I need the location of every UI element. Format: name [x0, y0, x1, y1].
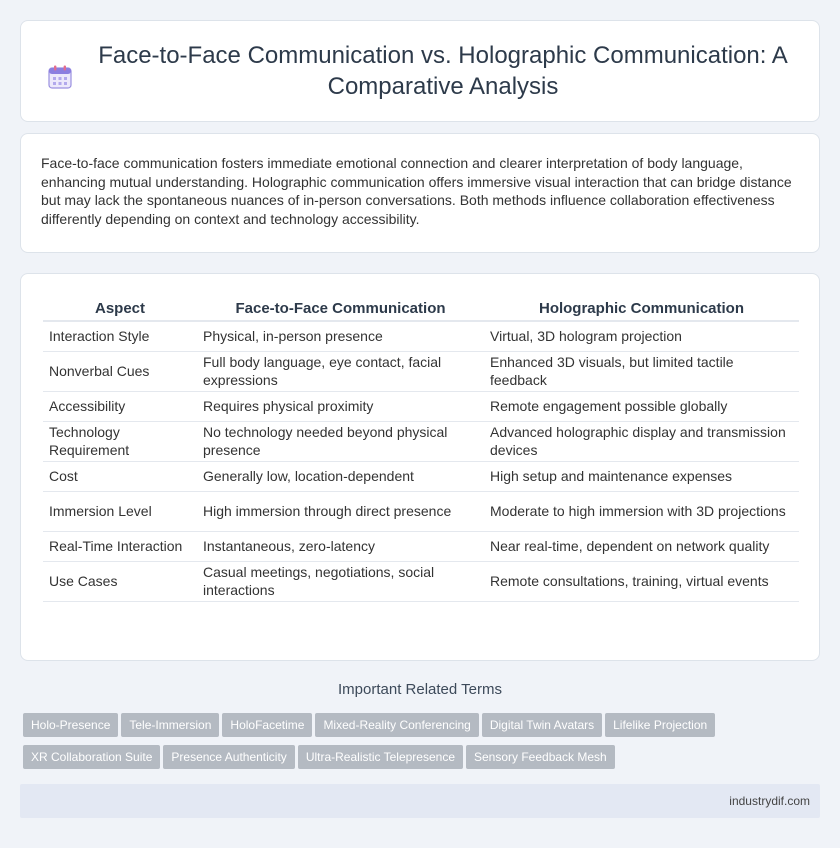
- cell-aspect: Technology Requirement: [43, 421, 197, 461]
- table-row: [43, 461, 799, 491]
- cell-face-to-face: Instantaneous, zero-latency: [197, 531, 484, 561]
- table-row: [43, 531, 799, 561]
- cell-face-to-face: High immersion through direct presence: [197, 491, 484, 531]
- table-row: [43, 391, 799, 421]
- table-row: [43, 491, 799, 531]
- tag-link[interactable]: Sensory Feedback Mesh: [466, 745, 615, 769]
- tag-link[interactable]: Presence Authenticity: [163, 745, 294, 769]
- tag-link[interactable]: HoloFacetime: [222, 713, 312, 737]
- cell-holographic: Remote consultations, training, virtual events: [484, 561, 799, 601]
- comparison-card: [20, 273, 820, 661]
- table-row: [43, 321, 799, 351]
- cell-aspect: Use Cases: [43, 561, 197, 601]
- cell-holographic: Near real-time, dependent on network quality: [484, 531, 799, 561]
- comparison-table: [43, 296, 799, 602]
- cell-face-to-face: Casual meetings, negotiations, social interactions: [197, 561, 484, 601]
- title-wrap: [47, 40, 793, 102]
- cell-aspect: Real-Time Interaction: [43, 531, 197, 561]
- cell-holographic: Moderate to high immersion with 3D projections: [484, 491, 799, 531]
- header-aspect: Aspect: [43, 296, 197, 321]
- table-row: [43, 351, 799, 391]
- cell-holographic: Enhanced 3D visuals, but limited tactile feedback: [484, 351, 799, 391]
- cell-aspect: Cost: [43, 461, 197, 491]
- table-header-row: [43, 296, 799, 321]
- footer: [20, 784, 820, 818]
- cell-face-to-face: Requires physical proximity: [197, 391, 484, 421]
- cell-holographic: Remote engagement possible globally: [484, 391, 799, 421]
- cell-holographic: Advanced holographic display and transmission devices: [484, 421, 799, 461]
- cell-aspect: Nonverbal Cues: [43, 351, 197, 391]
- table-row: [43, 561, 799, 601]
- page-title: Face-to-Face Communication vs. Holographic Communication: A Comparative Analysis: [98, 42, 788, 100]
- tag-link[interactable]: XR Collaboration Suite: [23, 745, 160, 769]
- cell-face-to-face: No technology needed beyond physical presence: [197, 421, 484, 461]
- cell-face-to-face: Generally low, location-dependent: [197, 461, 484, 491]
- cell-face-to-face: Physical, in-person presence: [197, 321, 484, 351]
- tag-link[interactable]: Holo-Presence: [23, 713, 118, 737]
- intro-card: [20, 133, 820, 253]
- tag-link[interactable]: Ultra-Realistic Telepresence: [298, 745, 463, 769]
- header-face-to-face: Face-to-Face Communication: [197, 296, 484, 321]
- calendar-icon: [47, 64, 73, 90]
- tag-link[interactable]: Digital Twin Avatars: [482, 713, 602, 737]
- title-card: [20, 20, 820, 122]
- related-terms-title: Important Related Terms: [338, 681, 502, 698]
- tag-link[interactable]: Mixed-Reality Conferencing: [315, 713, 478, 737]
- tag-link[interactable]: Tele-Immersion: [121, 713, 219, 737]
- cell-face-to-face: Full body language, eye contact, facial expressions: [197, 351, 484, 391]
- cell-aspect: Immersion Level: [43, 491, 197, 531]
- footer-site-link[interactable]: industrydif.com: [729, 794, 810, 808]
- related-terms-tags: [23, 713, 823, 777]
- cell-holographic: Virtual, 3D hologram projection: [484, 321, 799, 351]
- header-holographic: Holographic Communication: [484, 296, 799, 321]
- intro-text: Face-to-face communication fosters immediate emotional connection and clearer interpretation of body language, enhancing mutual understanding. Holographic communication offers immersive visual interaction that can bridge distance but may lack the spontaneous nuances of in-person conversations. Both methods influence collaboration effectiveness differently depending on context and technology accessibility.: [41, 155, 792, 227]
- cell-aspect: Interaction Style: [43, 321, 197, 351]
- cell-holographic: High setup and maintenance expenses: [484, 461, 799, 491]
- table-row: [43, 421, 799, 461]
- cell-aspect: Accessibility: [43, 391, 197, 421]
- tag-link[interactable]: Lifelike Projection: [605, 713, 715, 737]
